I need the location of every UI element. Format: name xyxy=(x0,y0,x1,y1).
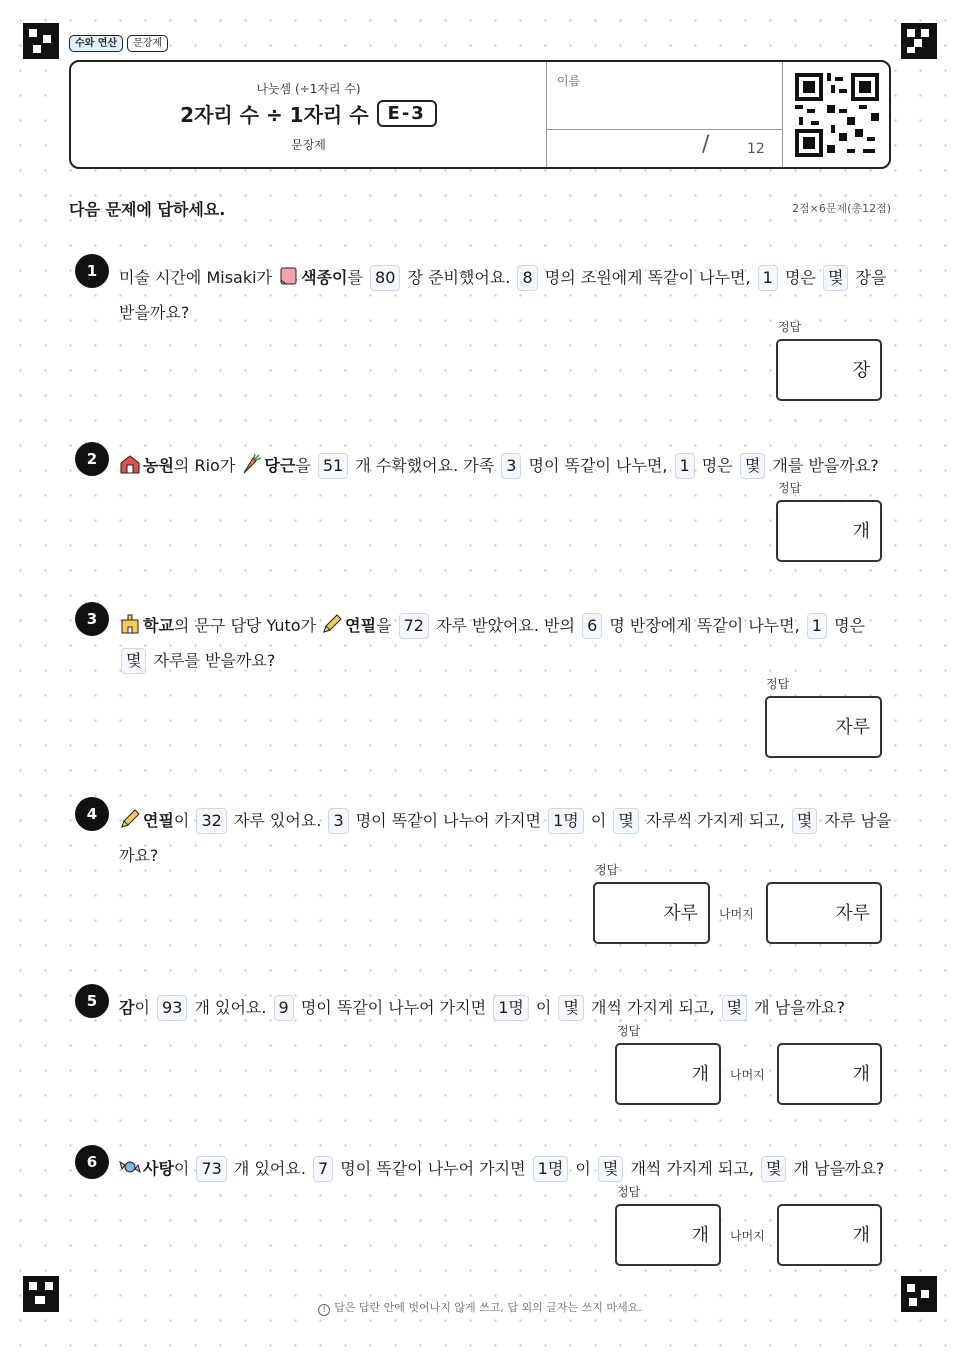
instruction: 다음 문제에 답하세요. xyxy=(69,200,226,219)
qr-code-icon xyxy=(795,72,879,158)
problem-number: 2 xyxy=(75,442,109,476)
footer-note: ! 답은 답란 안에 벗어나지 않게 쓰고, 답 외의 글자는 쓰지 마세요. xyxy=(0,1299,960,1316)
answer-label: 정답 xyxy=(617,1024,641,1038)
problem-text: 농원의 Rio가 당근을 51 개 수확했어요. 가족 3 명이 똑같이 나누면, 1 명은 몇 개를 받을까요? xyxy=(119,448,894,483)
answer-box-3[interactable]: 자루 xyxy=(765,696,882,758)
school-icon xyxy=(119,613,141,635)
problem-number: 5 xyxy=(75,984,109,1018)
divider xyxy=(547,129,782,130)
answer-box-1[interactable]: 장 xyxy=(776,339,882,401)
problem-text: 사탕이 73 개 있어요. 7 명이 똑같이 나누어 가지면 1명 이 몇 개씩 가지게 되고, 몇 개 남을까요? xyxy=(119,1151,894,1186)
worksheet-type: 문장제 xyxy=(291,138,326,152)
name-label: 이름 xyxy=(557,74,581,88)
points-info: 2점×6문제(총12점) xyxy=(792,202,891,215)
pencil-icon xyxy=(119,808,141,830)
answer-box-5-remainder[interactable]: 개 xyxy=(777,1043,882,1105)
problem-text: 미술 시간에 Misaki가 색종이를 80 장 준비했어요. 8 명의 조원에게 똑같이 나누면, 1 명은 몇 장을 받을까요? xyxy=(119,260,894,330)
problem-text: 연필이 32 자루 있어요. 3 명이 똑같이 나누어 가지면 1명 이 몇 자루씩 가지게 되고, 몇 자루 남을까요? xyxy=(119,803,894,873)
remainder-label: 나머지 xyxy=(730,1229,765,1243)
problem-text: 감이 93 개 있어요. 9 명이 똑같이 나누어 가지면 1명 이 몇 개씩 가지게 되고, 몇 개 남을까요? xyxy=(119,990,894,1025)
corner-marker-top-left xyxy=(23,23,59,59)
warning-icon: ! xyxy=(318,1304,330,1316)
remainder-label: 나머지 xyxy=(719,907,754,921)
qr-section xyxy=(782,62,891,167)
paper-icon xyxy=(277,265,299,287)
barn-icon xyxy=(119,453,141,475)
answer-box-6-quotient[interactable]: 개 xyxy=(615,1204,721,1266)
worksheet-header xyxy=(69,60,891,169)
carrot-icon xyxy=(240,453,262,475)
problem-text: 학교의 문구 담당 Yuto가 연필을 72 자루 받았어요. 반의 6 명 반장에게 똑같이 나누면, 1 명은 몇 자루를 받을까요? xyxy=(119,608,894,678)
problem-number: 6 xyxy=(75,1145,109,1179)
category-tags xyxy=(69,35,168,52)
tag-type: 문장제 xyxy=(127,35,168,52)
answer-label: 정답 xyxy=(766,677,790,691)
answer-box-4-quotient[interactable]: 자루 xyxy=(593,882,710,944)
title-section xyxy=(71,62,546,167)
page-title: 2자리 수 ÷ 1자리 수 xyxy=(180,103,369,127)
level-code-badge: E-3 xyxy=(377,100,437,127)
candy-icon xyxy=(119,1156,141,1178)
name-score-section xyxy=(546,62,782,167)
problem-number: 3 xyxy=(75,602,109,636)
answer-label: 정답 xyxy=(778,481,802,495)
score-slash: / xyxy=(702,132,710,157)
answer-label: 정답 xyxy=(778,320,802,334)
answer-box-6-remainder[interactable]: 개 xyxy=(777,1204,882,1266)
score-total: 12 xyxy=(747,141,765,157)
answer-box-4-remainder[interactable]: 자루 xyxy=(766,882,882,944)
unit-subtitle: 나눗셈 (÷1자리 수) xyxy=(256,82,361,96)
pencil-icon xyxy=(321,613,343,635)
answer-label: 정답 xyxy=(595,863,619,877)
corner-marker-top-right xyxy=(901,23,937,59)
tag-category: 수와 연산 xyxy=(69,35,123,52)
problem-number: 4 xyxy=(75,797,109,831)
problem-number: 1 xyxy=(75,254,109,288)
answer-box-5-quotient[interactable]: 개 xyxy=(615,1043,721,1105)
answer-box-2[interactable]: 개 xyxy=(776,500,882,562)
answer-label: 정답 xyxy=(617,1185,641,1199)
remainder-label: 나머지 xyxy=(730,1068,765,1082)
